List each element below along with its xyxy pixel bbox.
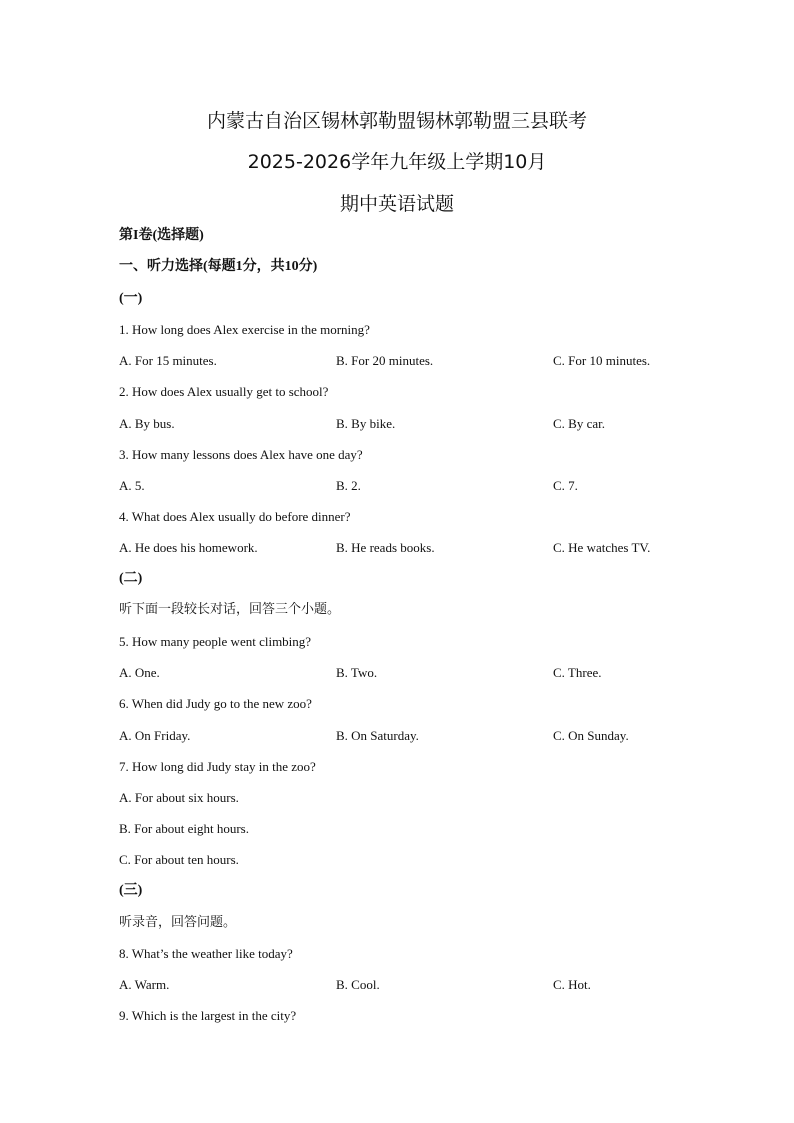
q5-option-c: C. Three. [553, 665, 602, 680]
part-2-label: (二) [119, 571, 143, 586]
title-line-2: 2025-2026学年九年级上学期10月 [247, 151, 547, 173]
title-line-1: 内蒙古自治区锡林郭勒盟锡林郭勒盟三县联考 [206, 110, 587, 132]
q3-option-a: A. 5. [119, 478, 145, 493]
q6-option-b: B. On Saturday. [336, 728, 419, 743]
question-3: 3. How many lessons does Alex have one day? [119, 447, 363, 462]
q2-option-a: A. By bus. [119, 416, 175, 431]
q5-option-a: A. One. [119, 665, 160, 680]
q5-option-b: B. Two. [336, 665, 378, 680]
question-2: 2. How does Alex usually get to school? [119, 384, 329, 399]
part-3-label: (三) [119, 883, 143, 898]
title-line-3: 期中英语试题 [339, 193, 454, 215]
q4-option-c: C. He watches TV. [553, 540, 651, 555]
q4-option-a: A. He does his homework. [119, 540, 258, 555]
part-1-label: (一) [119, 291, 143, 306]
question-8: 8. What’s the weather like today? [119, 946, 293, 961]
q7-option-c: C. For about ten hours. [119, 852, 239, 867]
q8-option-a: A. Warm. [119, 977, 170, 992]
q2-option-b: B. By bike. [336, 416, 396, 431]
q1-option-c: C. For 10 minutes. [553, 353, 651, 368]
q3-option-c: C. 7. [553, 478, 578, 493]
question-4: 4. What does Alex usually do before dinner? [119, 509, 351, 524]
question-5: 5. How many people went climbing? [119, 634, 312, 649]
part-2-instruction: 听下面一段较长对话，回答三个小题。 [119, 602, 341, 617]
q8-option-c: C. Hot. [553, 977, 591, 992]
question-9: 9. Which is the largest in the city? [119, 1008, 297, 1023]
part-3-instruction: 听录音，回答问题。 [119, 915, 237, 930]
question-7: 7. How long did Judy stay in the zoo? [119, 759, 316, 774]
q3-option-b: B. 2. [336, 478, 361, 493]
section-heading: 一、听力选择(每题1分，共10分) [119, 259, 318, 274]
q6-option-a: A. On Friday. [119, 728, 191, 743]
q2-option-c: C. By car. [553, 416, 605, 431]
q1-option-a: A. For 15 minutes. [119, 353, 217, 368]
q1-option-b: B. For 20 minutes. [336, 353, 434, 368]
volume-label: 第I卷(选择题) [119, 228, 204, 243]
q4-option-b: B. He reads books. [336, 540, 435, 555]
q7-option-b: B. For about eight hours. [119, 821, 249, 836]
q8-option-b: B. Cool. [336, 977, 380, 992]
question-6: 6. When did Judy go to the new zoo? [119, 696, 312, 711]
question-1: 1. How long does Alex exercise in the morning? [119, 322, 370, 337]
q6-option-c: C. On Sunday. [553, 728, 629, 743]
q7-option-a: A. For about six hours. [119, 790, 239, 805]
